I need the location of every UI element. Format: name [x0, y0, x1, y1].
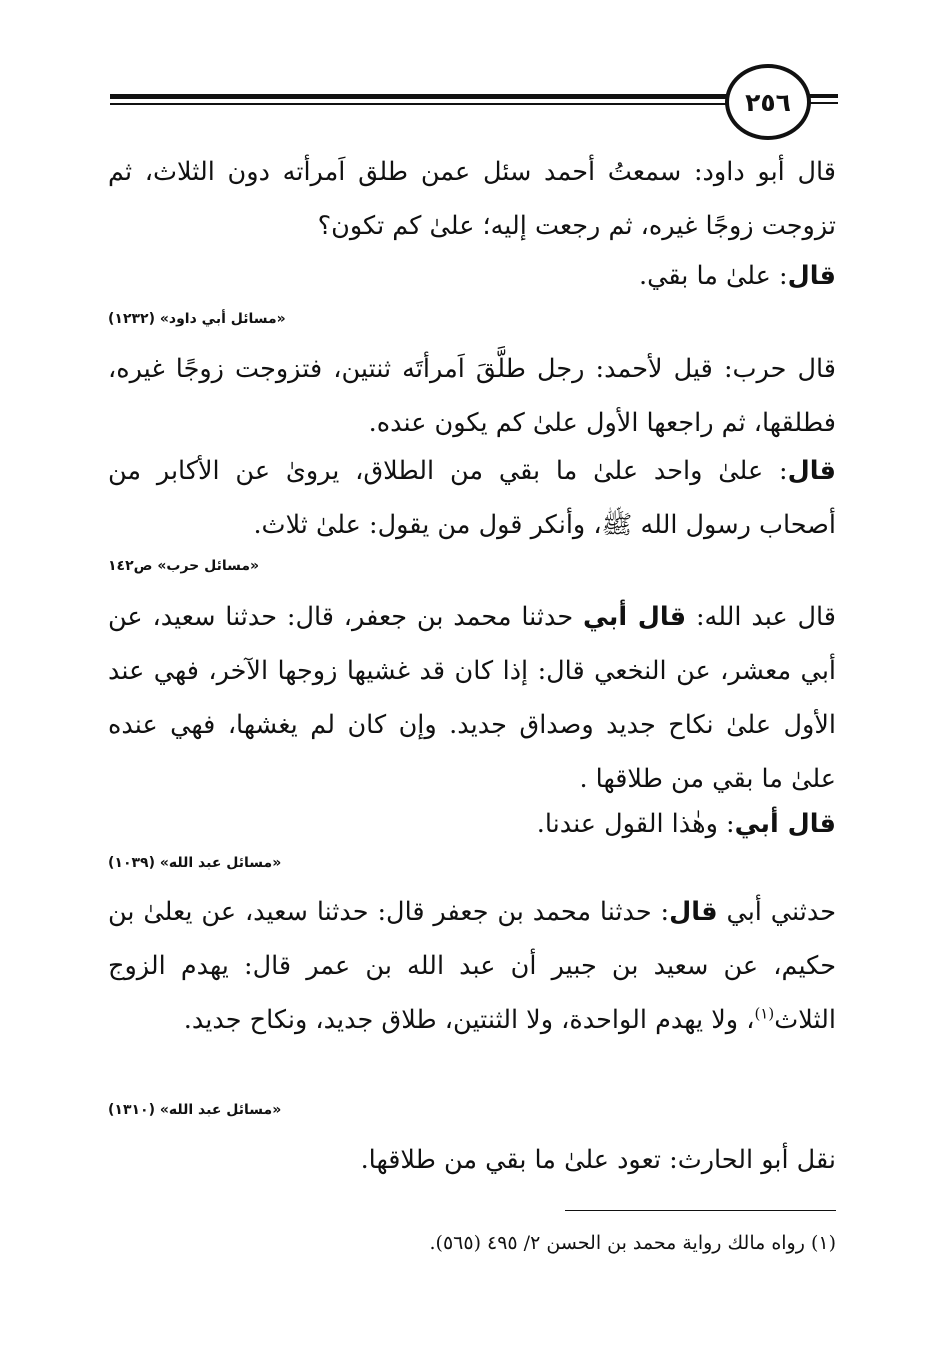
- paragraph-ibn-umar-narration: [108, 885, 891, 1047]
- paragraph-text: حدثنا محمد بن جعفر، قال: حدثنا سعيد، عن أبي معشر، عن النخعي قال: إذا كان قد غشيها زوجها الآخر، فهي عند الأول علىٰ نكاح جديد وصداق جديد. وإن كان لم يغشها، فهي عنده علىٰ ما بقي من طلاقها .: [108, 602, 836, 794]
- paragraph-text: : وهٰذا القول عندنا.: [536, 809, 735, 839]
- paragraph-abdullah-opinion: [108, 797, 891, 851]
- paragraph-harb-answer: [108, 444, 891, 552]
- paragraph-abu-al-harith: [108, 1133, 891, 1187]
- paragraph-text: ، ولا يهدم الواحدة، ولا الثنتين، طلاق جديد، ونكاح جديد.: [183, 1005, 755, 1035]
- header-rule-thin: [110, 103, 730, 105]
- speaker-label: قال: [787, 456, 836, 486]
- paragraph-text: قال حرب: قيل لأحمد: رجل طلَّقَ اَمرأتَه ثنتين، فتزوجت زوجًا غيره، فطلقها، ثم راجعها الأول علىٰ كم يكون عنده.: [108, 354, 836, 438]
- paragraph-text: : علىٰ ما بقي.: [638, 261, 788, 291]
- paragraph-text: : علىٰ واحد علىٰ ما بقي من الطلاق، يروىٰ عن الأكابر من أصحاب رسول الله ﷺ، وأنكر قول من يقول: علىٰ ثلاث.: [108, 456, 836, 540]
- speaker-label: قال: [669, 897, 718, 927]
- source-citation: «مسائل أبي داود» (١٢٣٢): [108, 311, 286, 327]
- paragraph-text: قال أبو داود: سمعتُ أحمد سئل عمن طلق اَمرأته دون الثلاث، ثم تزوجت زوجًا غيره، ثم رجعت إليه؛ علىٰ كم تكون؟: [108, 157, 836, 241]
- header-rule-thick: [110, 94, 730, 99]
- paragraph-abu-dawud-answer: [108, 249, 891, 303]
- paragraph-text: : حدثنا محمد بن جعفر قال: حدثنا سعيد، عن يعلىٰ بن حكيم، عن سعيد بن جبير أن عبد الله بن عمر قال: يهدم الزوج الثلاث: [108, 897, 836, 1035]
- speaker-label: قال أبي: [734, 809, 836, 839]
- paragraph-abdullah-narration: [108, 590, 891, 806]
- paragraph-text: حدثني أبي: [717, 897, 836, 927]
- footnote: (١) رواه مالك رواية محمد بن الحسن ٢/ ٤٩٥ (٥٦٥).: [429, 1232, 836, 1254]
- paragraph-abu-dawud-question: [108, 145, 891, 253]
- footnote-marker: (١): [754, 1004, 775, 1023]
- speaker-label: قال: [787, 261, 836, 291]
- footnote-separator: [565, 1210, 836, 1211]
- speaker-label: قال أبي: [582, 602, 687, 632]
- paragraph-text: نقل أبو الحارث: تعود علىٰ ما بقي من طلاقها.: [360, 1145, 836, 1175]
- paragraph-text: قال عبد الله:: [686, 602, 836, 632]
- paragraph-harb-question: [108, 342, 891, 450]
- source-citation: «مسائل عبد الله» (١٣١٠): [108, 1102, 282, 1118]
- page-number: ٢٥٦: [745, 87, 791, 117]
- page-number-badge: [725, 64, 811, 140]
- source-citation: «مسائل حرب» ص١٤٢: [108, 558, 260, 574]
- source-citation: «مسائل عبد الله» (١٠٣٩): [108, 855, 282, 871]
